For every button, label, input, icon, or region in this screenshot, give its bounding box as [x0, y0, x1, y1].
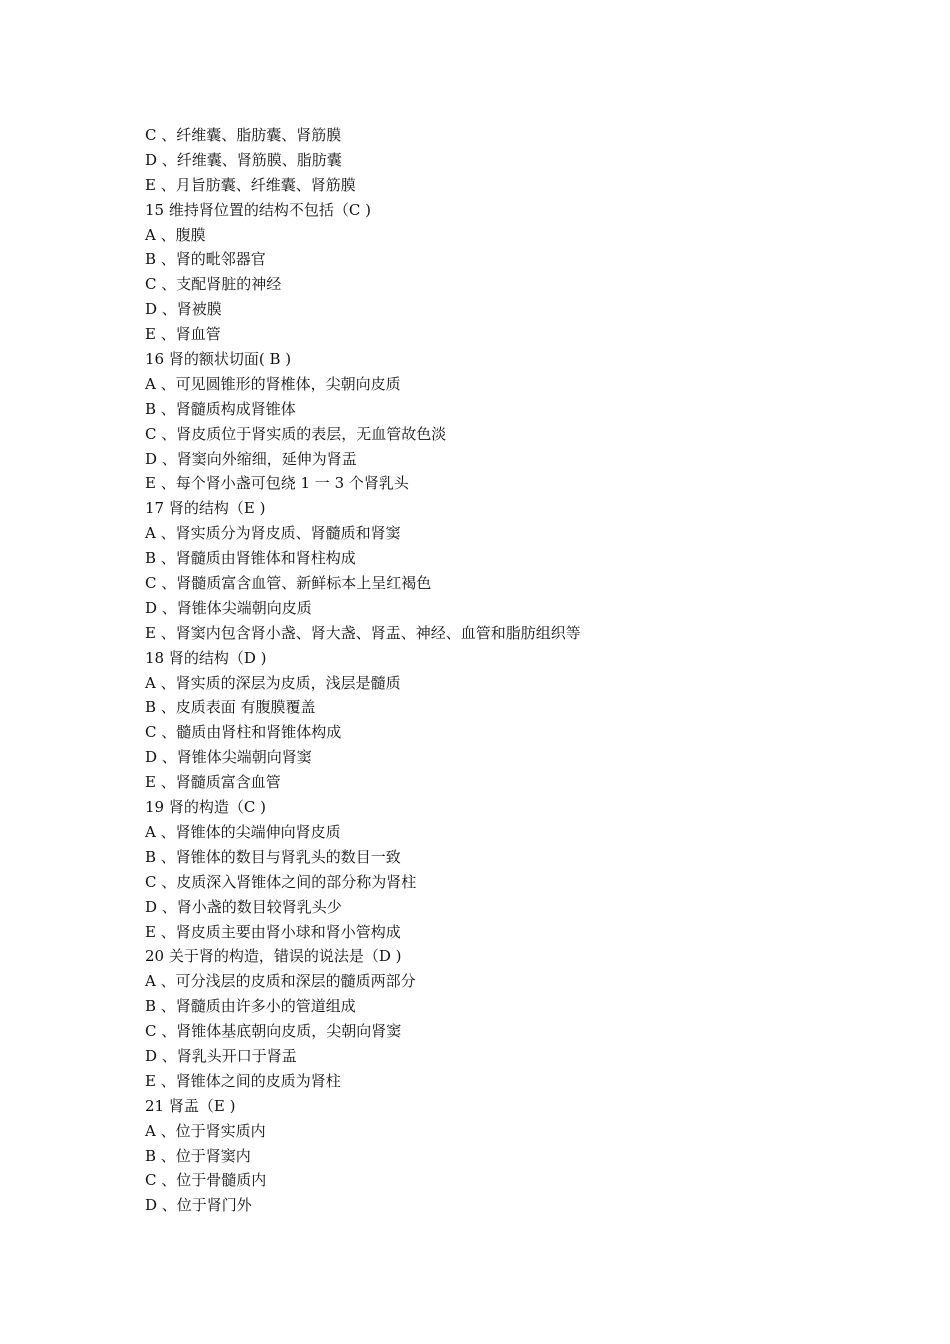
text-line: A 、位于肾实质内 — [145, 1121, 266, 1140]
document-body — [145, 123, 905, 1218]
text-line: E 、肾血管 — [145, 325, 221, 344]
text-line: C 、肾锥体基底朝向皮质，尖朝向肾窦 — [145, 1022, 402, 1041]
text-line: D 、纤维囊、肾筋膜、脂肪囊 — [145, 150, 342, 169]
text-line: E 、肾锥体之间的皮质为肾柱 — [145, 1071, 341, 1090]
text-line: D 、肾锥体尖端朝向皮质 — [145, 598, 312, 617]
text-line: C 、肾皮质位于肾实质的表层，无血管故色淡 — [145, 424, 447, 443]
question-21: 21 肾盂（E ) — [145, 1096, 236, 1115]
text-line: D 、肾小盏的数目较肾乳头少 — [145, 897, 342, 916]
text-line: B 、肾的毗邻器官 — [145, 250, 266, 269]
text-line: C 、皮质深入肾锥体之间的部分称为肾柱 — [145, 872, 417, 891]
question-20: 20 关于肾的构造，错误的说法是（D ) — [145, 947, 402, 966]
text-line: D 、位于肾门外 — [145, 1196, 252, 1215]
text-line: D 、肾乳头开口于肾盂 — [145, 1046, 297, 1065]
question-16: 16 肾的额状切面( B ) — [145, 350, 292, 369]
question-15: 15 维持肾位置的结构不包括（C ) — [145, 200, 371, 219]
text-line: E 、肾窦内包含肾小盏、肾大盏、肾盂、神经、血管和脂肪组织等 — [145, 623, 581, 642]
text-line: C 、支配肾脏的神经 — [145, 275, 282, 294]
text-line: B 、肾髓质构成肾锥体 — [145, 399, 296, 418]
text-line: B 、肾髓质由肾锥体和肾柱构成 — [145, 549, 356, 568]
text-line: A 、可分浅层的皮质和深层的髓质两部分 — [145, 972, 416, 991]
text-line: A 、腹膜 — [145, 225, 206, 244]
question-19: 19 肾的构造（C ) — [145, 798, 266, 817]
text-line: E 、每个肾小盏可包绕 1 一 3 个肾乳头 — [145, 474, 409, 493]
text-line: C 、纤维囊、脂肪囊、肾筋膜 — [145, 126, 342, 144]
text-line: B 、位于肾窦内 — [145, 1146, 251, 1165]
text-line: C 、肾髓质富含血管、新鲜标本上呈红褐色 — [145, 574, 432, 593]
text-line: C 、位于骨髓质内 — [145, 1171, 267, 1190]
text-line: A 、肾实质的深层为皮质，浅层是髓质 — [145, 673, 401, 692]
text-line: C 、髓质由肾柱和肾锥体构成 — [145, 723, 342, 742]
text-line: B 、皮质表面 有腹膜覆盖 — [145, 698, 316, 717]
question-18: 18 肾的结构（D ) — [145, 648, 267, 667]
text-line: A 、肾实质分为肾皮质、肾髓质和肾窦 — [145, 524, 401, 543]
text-line: B 、肾髓质由许多小的管道组成 — [145, 997, 356, 1016]
text-line: A 、可见圆锥形的肾椎体，尖朝向皮质 — [145, 374, 401, 393]
text-line: D 、肾被膜 — [145, 300, 222, 319]
text-line: A 、肾锥体的尖端伸向肾皮质 — [145, 822, 341, 841]
text-line: D 、肾窦向外缩细，延伸为肾盂 — [145, 449, 357, 468]
question-17: 17 肾的结构（E ) — [145, 499, 266, 518]
text-line: B 、肾锥体的数目与肾乳头的数目一致 — [145, 847, 401, 866]
text-line: E 、月旨肪囊、纤维囊、肾筋膜 — [145, 175, 356, 194]
text-line: E 、肾皮质主要由肾小球和肾小管构成 — [145, 922, 401, 941]
text-line: D 、肾锥体尖端朝向肾窦 — [145, 748, 312, 767]
text-line: E 、肾髓质富含血管 — [145, 773, 281, 792]
